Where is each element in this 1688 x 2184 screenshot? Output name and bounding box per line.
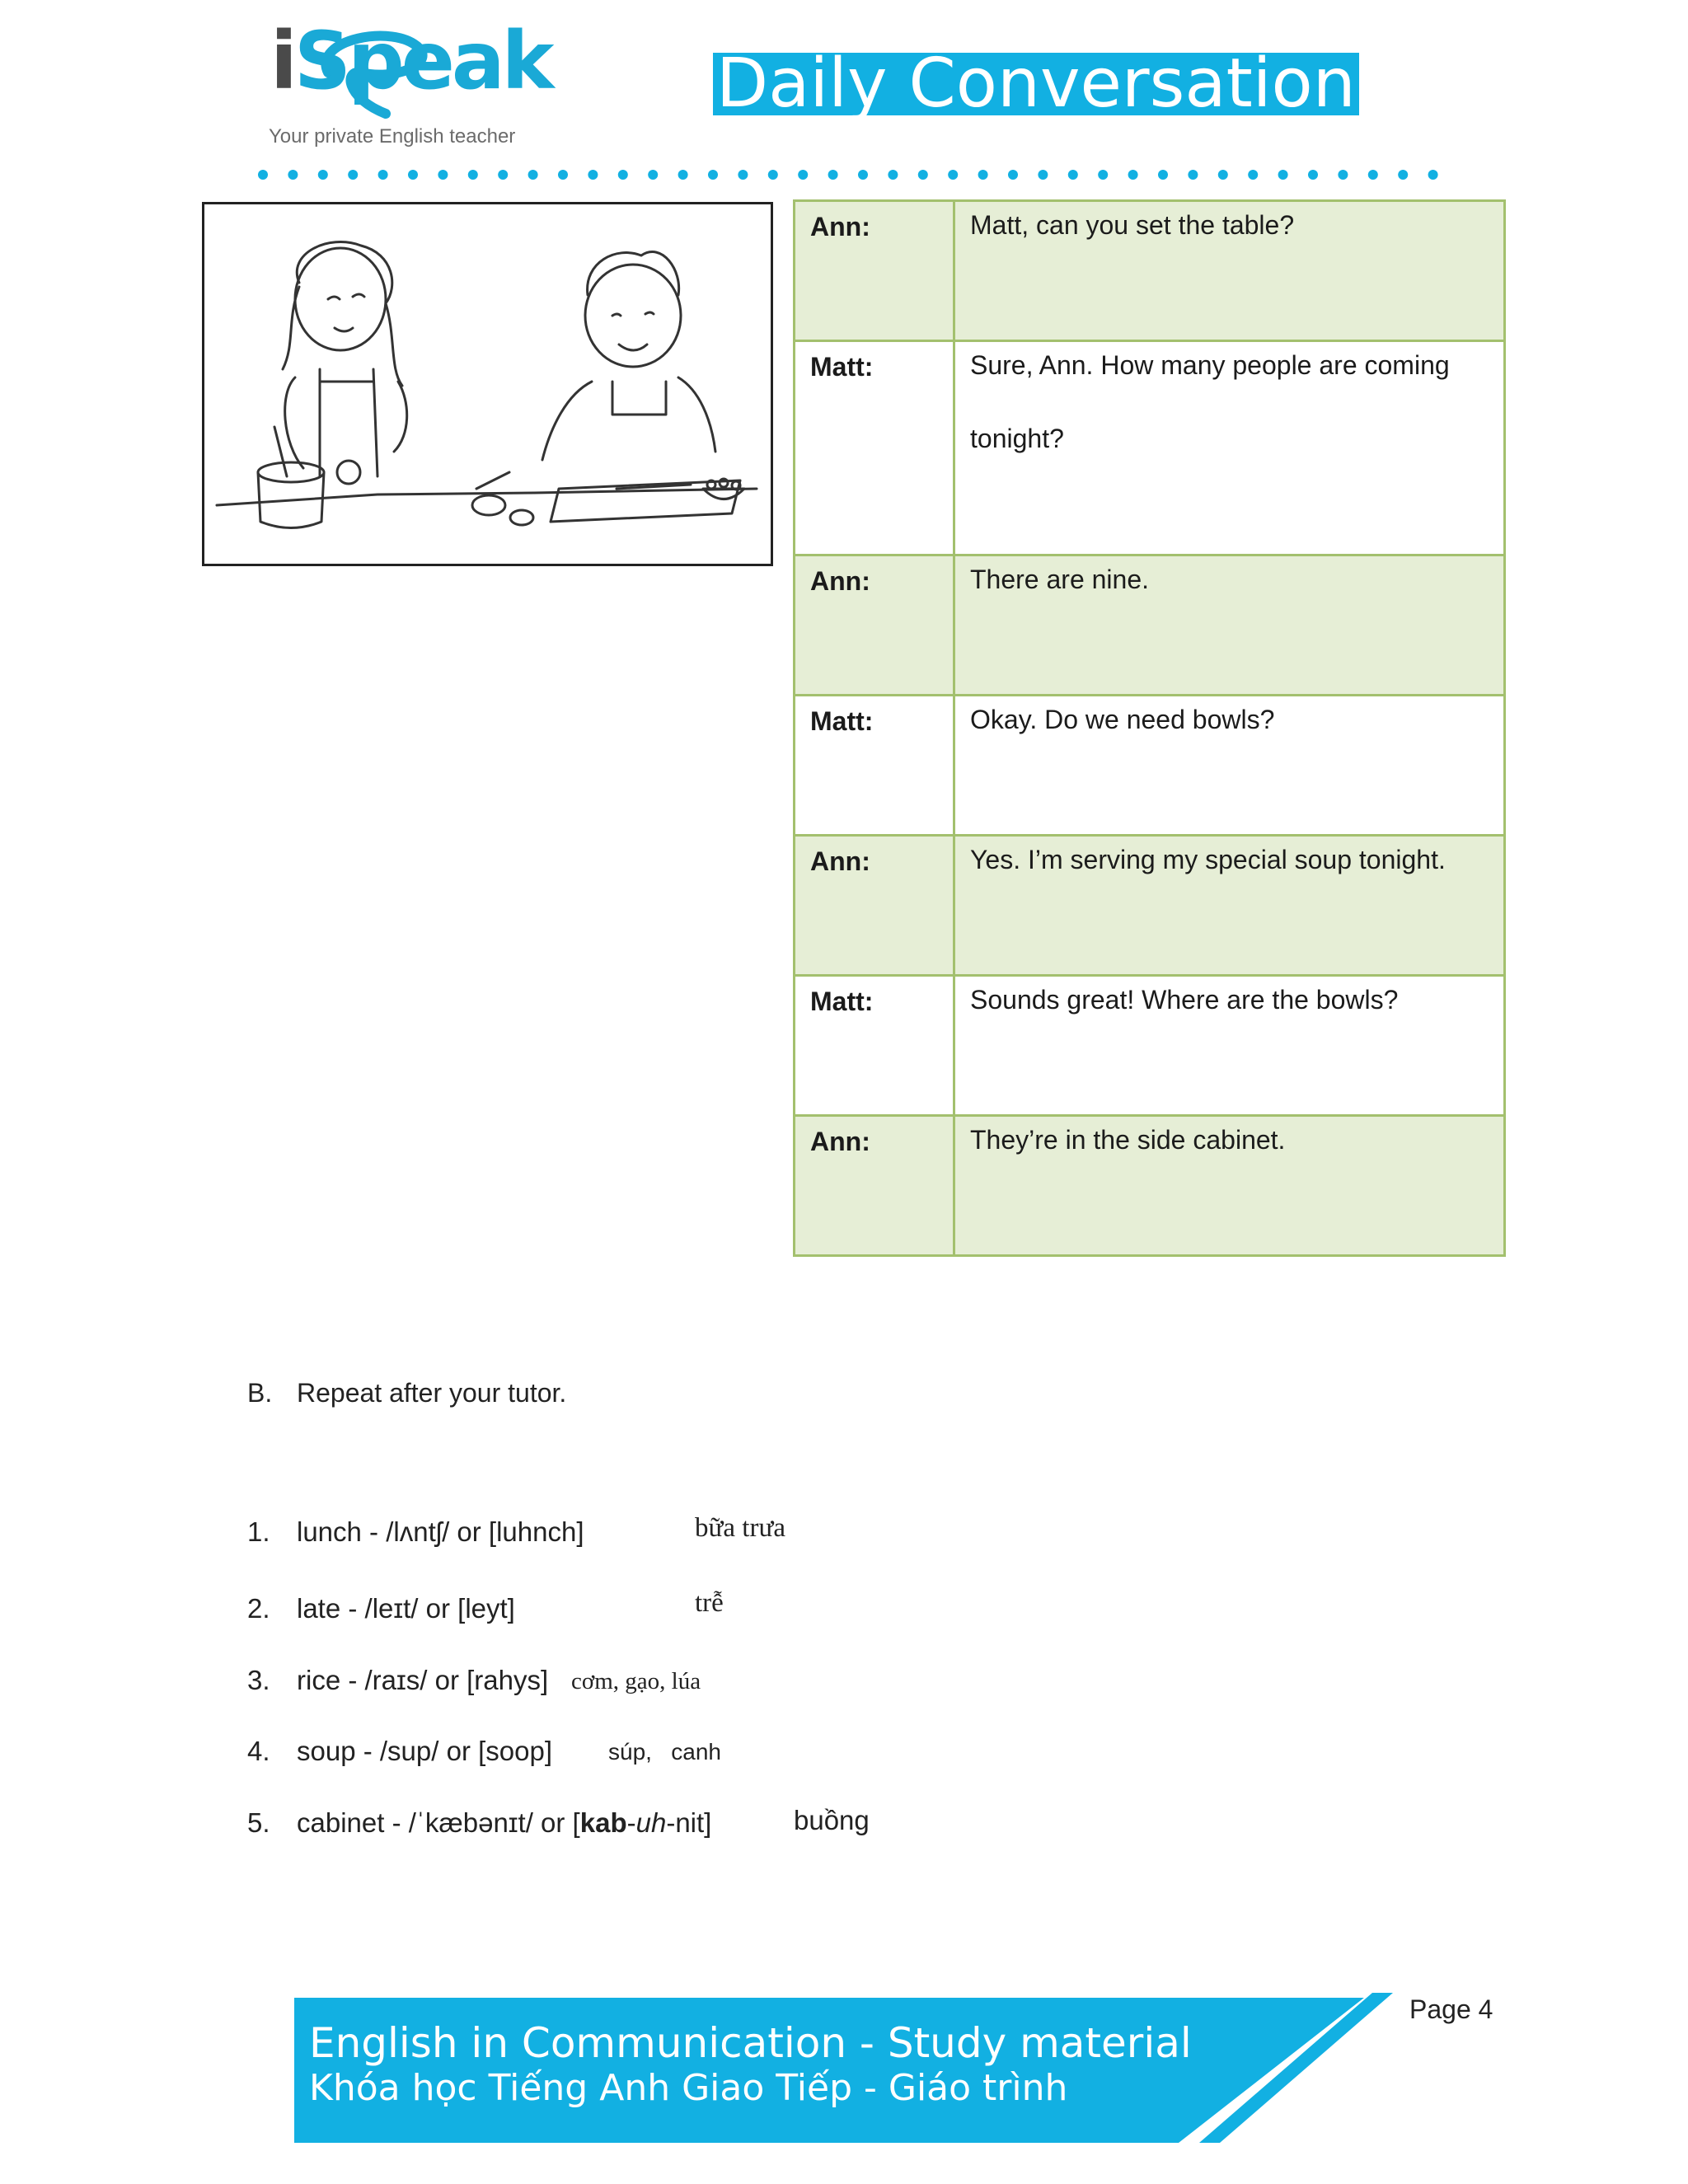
divider-dot [858,170,868,180]
vocab-number: 1. [247,1516,270,1547]
section-letter: B. [247,1378,273,1408]
dialogue-text: Matt, can you set the table? [970,210,1295,240]
dialogue-row [795,201,1505,341]
vocab-number: 4. [247,1736,270,1766]
dialogue-line [954,201,1505,341]
speaker-label: Matt: [795,976,954,1116]
speaker-label: Matt: [795,696,954,836]
divider-dot [708,170,718,180]
divider-dot [648,170,658,180]
vocab-translation: trễ [695,1588,724,1618]
vocab-unstressed: uh [635,1807,667,1838]
divider-dot [558,170,568,180]
dialogue-line [954,696,1505,836]
divider-dot [588,170,598,180]
section-instruction: Repeat after your tutor. [297,1378,567,1408]
dotted-divider [251,165,1438,185]
dialogue-text: There are nine. [970,565,1150,594]
divider-dot [888,170,898,180]
dialogue-text: Sure, Ann. How many people are coming [970,350,1450,380]
dialogue-line [954,1116,1505,1256]
section-b-heading [247,1378,566,1408]
dialogue-row [795,836,1505,976]
vocab-item [247,1807,711,1839]
divider-dot [738,170,748,180]
speaker-label: Ann: [795,555,954,696]
vocab-word-part: -nit] [666,1807,712,1838]
page-number: Page 4 [1409,1994,1493,2024]
vocab-translation: súp, canh [608,1739,721,1765]
cooking-illustration [202,202,773,566]
vocab-number: 5. [247,1807,270,1838]
divider-dot [528,170,538,180]
divider-dot [318,170,328,180]
divider-dot [948,170,958,180]
footer-subtitle: Khóa học Tiếng Anh Giao Tiếp - Giáo trình [309,2067,1068,2109]
speaker-label: Ann: [795,836,954,976]
divider-dot [408,170,418,180]
divider-dot [348,170,358,180]
vocab-translation: bữa trưa [695,1513,785,1543]
divider-dot [378,170,388,180]
divider-dot [798,170,808,180]
divider-dot [468,170,478,180]
divider-dot [678,170,688,180]
divider-dot [828,170,838,180]
divider-dot [618,170,628,180]
dialogue-row [795,341,1505,555]
dialogue-row [795,696,1505,836]
speaker-label: Ann: [795,1116,954,1256]
divider-dot [1038,170,1048,180]
divider-dot [1008,170,1018,180]
divider-dot [1098,170,1108,180]
ispeak-logo [262,15,551,155]
vocab-item [247,1736,552,1767]
divider-dot [1278,170,1288,180]
divider-dot [1338,170,1348,180]
vocab-word: late - /leɪt/ or [leyt] [297,1593,515,1624]
logo-i: i [270,15,294,107]
divider-dot [978,170,988,180]
dialogue-line [954,555,1505,696]
vocab-word: lunch - /lʌntʃ/ or [luhnch] [297,1516,584,1547]
speaker-label: Ann: [795,201,954,341]
divider-dot [918,170,928,180]
logo-tagline: Your private English teacher [269,125,516,148]
logo-wordmark [270,15,551,107]
vocab-item [247,1593,515,1624]
divider-dot [1068,170,1078,180]
vocab-number: 2. [247,1593,270,1624]
logo-speak: Speak [293,15,551,107]
footer-title: English in Communication - Study material [309,2019,1192,2067]
dialogue-line [954,836,1505,976]
vocab-item [247,1516,584,1548]
divider-dot [1398,170,1408,180]
dialogue-table [793,199,1506,1257]
divider-dot [768,170,778,180]
divider-dot [1218,170,1228,180]
dialogue-text: Sounds great! Where are the bowls? [970,985,1399,1015]
vocab-stress: kab [579,1807,627,1838]
dialogue-text: They’re in the side cabinet. [970,1125,1286,1155]
divider-dot [1248,170,1258,180]
divider-dot [1428,170,1438,180]
vocab-item [247,1665,548,1696]
kitchen-scene-image [204,204,771,564]
dialogue-text-continued: tonight? [970,424,1064,453]
speaker-label: Matt: [795,341,954,555]
dialogue-row [795,555,1505,696]
divider-dot [1158,170,1168,180]
divider-dot [438,170,448,180]
divider-dot [498,170,508,180]
vocab-translation: buồng [794,1805,870,1835]
vocab-word: soup - /sup/ or [soop] [297,1736,553,1766]
dialogue-text: Yes. I’m serving my special soup tonight. [970,845,1446,874]
divider-dot [258,170,268,180]
vocab-word-part: - [626,1807,636,1838]
dialogue-row [795,1116,1505,1256]
page-title: Daily Conversation [713,53,1359,115]
dialogue-line [954,341,1505,555]
dialogue-line [954,976,1505,1116]
divider-dot [288,170,298,180]
divider-dot [1368,170,1378,180]
divider-dot [1308,170,1318,180]
vocab-translation: cơm, gạo, lúa [571,1668,701,1694]
vocab-word: rice - /raɪs/ or [rahys] [297,1665,549,1695]
dialogue-text: Okay. Do we need bowls? [970,705,1275,734]
divider-dot [1128,170,1138,180]
vocab-word-part: cabinet - /ˈkæbənɪt/ or [ [297,1807,580,1838]
vocab-word [297,1807,711,1838]
vocab-number: 3. [247,1665,270,1695]
dialogue-row [795,976,1505,1116]
divider-dot [1188,170,1198,180]
